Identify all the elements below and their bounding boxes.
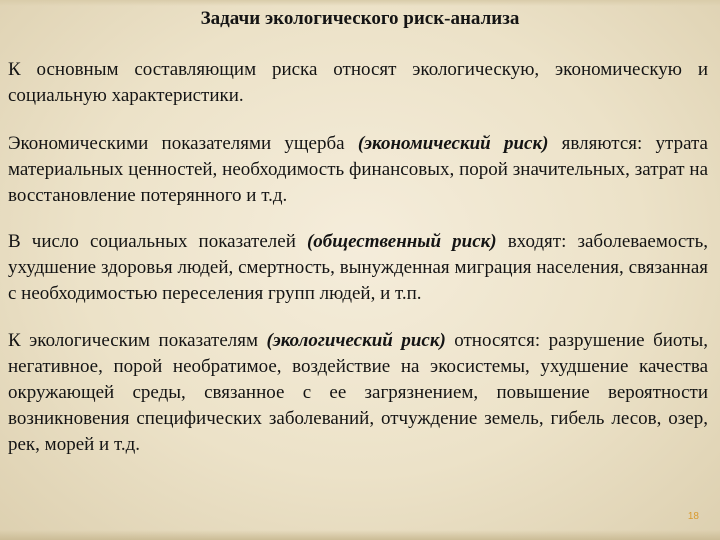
paragraph-text: В число социальных показателей (8, 231, 307, 252)
emphasis-ecological-risk: (экологический риск) (266, 330, 446, 351)
slide-body (8, 57, 708, 481)
emphasis-social-risk: (общественный риск) (306, 231, 497, 252)
paragraph-text: являются: утрата материальных ценностей, необходимость финансовых, порой значительных, затрат на восстановление потерянного и т.д. (8, 133, 708, 206)
paragraph-social-risk (8, 229, 708, 307)
paragraph-text: К экологическим показателям (8, 330, 267, 351)
paragraph-text: входят: заболеваемость, ухудшение здоровья людей, смертность, вынужденная миграция населения, связанная с необходимостью переселения групп людей, и т.п. (8, 231, 708, 304)
paragraph-components (8, 57, 708, 109)
page-number: 18 (687, 511, 699, 522)
slide-bottom-edge (0, 530, 720, 540)
emphasis-economic-risk: (экономический риск) (357, 133, 549, 154)
paragraph-text: К основным составляющим риска относят экологическую, экономическую и социальную характеристики. (8, 59, 708, 106)
paragraph-ecological-risk (8, 328, 708, 458)
paragraph-economic-risk (8, 131, 708, 209)
paragraph-text: Экономическими показателями ущерба (8, 133, 358, 154)
paragraph-text: относятся: разрушение биоты, негативное, порой необратимое, воздействие на экосистемы, ухудшение качества окружающей среды, связанное с ее загрязнением, повышение вероятности возникновения специфических заболеваний, отчуждение земель, гибель лесов, озер, рек, морей и т.д. (8, 330, 708, 455)
slide-title: Задачи экологического риск-анализа (200, 8, 520, 29)
